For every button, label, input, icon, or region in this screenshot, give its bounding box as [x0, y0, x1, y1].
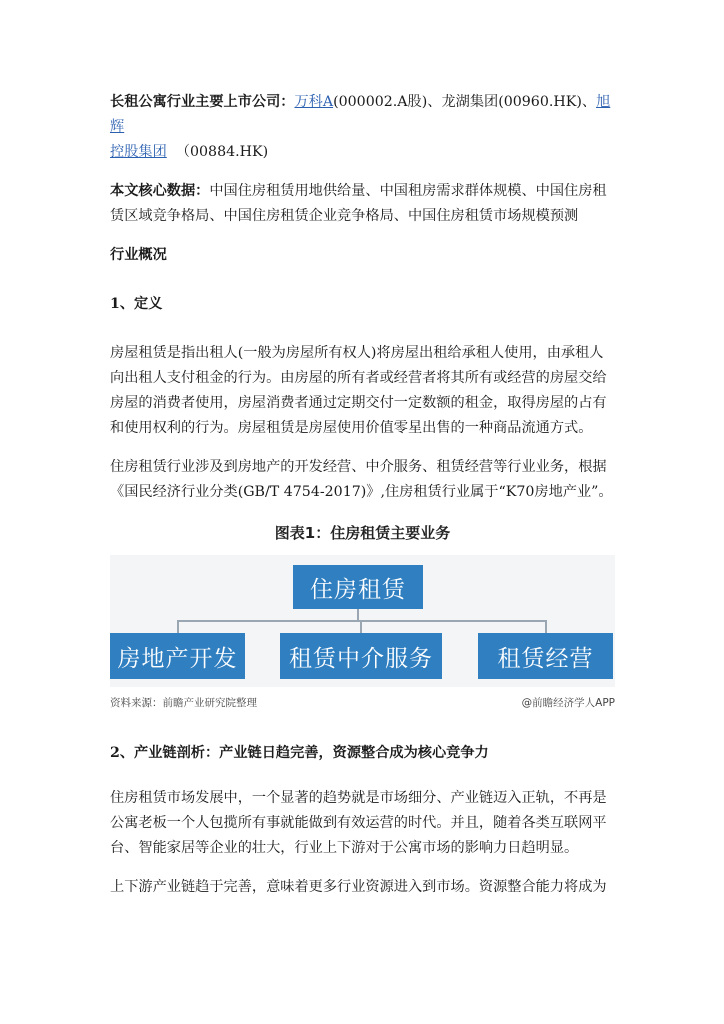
node-rental-agency-service: 租赁中介服务	[280, 633, 442, 679]
link-cifi-line2[interactable]: 控股集团	[110, 144, 167, 160]
diagram-canvas	[110, 555, 615, 687]
listed-companies	[110, 90, 615, 165]
listed-companies-label: 长租公寓行业主要上市公司：	[110, 94, 295, 110]
node-real-estate-development: 房地产开发	[110, 633, 245, 679]
definition-paragraph-2: 住房租赁行业涉及到房地产的开发经营、中介服务、租赁经营等行业业务，根据《国民经济行业分类(GB/T 4754-2017)》,住房租赁行业属于“K70房地产业”。	[110, 459, 613, 500]
node-rental-operation: 租赁经营	[478, 633, 613, 679]
industry-chain-paragraph-2: 上下游产业链趋于完善，意味着更多行业资源进入到市场。资源整合能力将成为	[110, 879, 607, 895]
connector-vertical-left	[177, 620, 179, 633]
cifi-code: （00884.HK)	[175, 144, 269, 160]
overview-heading: 行业概况	[110, 247, 167, 263]
link-cifi-line1[interactable]: 旭辉	[110, 94, 611, 135]
connector-vertical-right	[545, 620, 547, 633]
core-data-text: 中国住房租赁用地供给量、中国租房需求群体规模、中国住房租赁区域竞争格局、中国住房租赁企业竞争格局、中国住房租赁市场规模预测	[110, 183, 607, 224]
industry-chain-paragraph-1: 住房租赁市场发展中，一个显著的趋势就是市场细分、产业链迈入正轨，不再是公寓老板一个人包揽所有事就能做到有效运营的时代。并且，随着各类互联网平台、智能家居等企业的壮大，行业上下游对于公寓市场的影响力日趋明显。	[110, 790, 607, 856]
connector-vertical-middle	[360, 620, 362, 633]
node-housing-rental: 住房租赁	[293, 565, 423, 609]
core-data-label: 本文核心数据：	[110, 183, 210, 199]
definition-paragraph-1: 房屋租赁是指出租人(一般为房屋所有权人)将房屋出租给承租人使用，由承租人向出租人支付租金的行为。由房屋的所有者或经营者将其所有或经营的房屋交给房屋的消费者使用，房屋消费者通过定期交付一定数额的租金，取得房屋的占有和使用权利的行为。房屋租赁是房屋使用价值零星出售的一种商品流通方式。	[110, 345, 607, 436]
figure-source: 资料来源：前瞻产业研究院整理	[110, 697, 257, 709]
article-body	[110, 90, 615, 914]
core-data	[110, 179, 615, 229]
definition-heading: 1、定义	[110, 296, 163, 312]
figure-title: 图表1：住房租赁主要业务	[274, 524, 451, 542]
figure-credit: @前瞻经济学人APP	[521, 697, 615, 709]
listed-companies-text: (000002.A股)、龙湖集团(00960.HK)、	[333, 94, 597, 110]
figure-footer	[110, 695, 615, 711]
business-diagram	[110, 523, 615, 711]
link-vanke[interactable]: 万科A	[294, 94, 334, 110]
industry-chain-heading: 2、产业链剖析：产业链日趋完善，资源整合成为核心竞争力	[110, 745, 489, 761]
industry-chain-section	[110, 741, 615, 900]
